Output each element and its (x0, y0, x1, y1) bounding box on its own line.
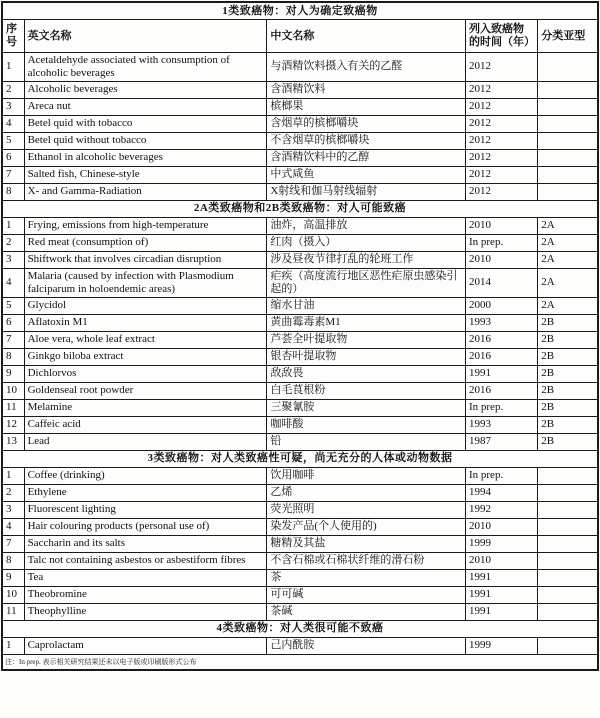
cell-en: Coffee (drinking) (24, 467, 267, 484)
cell-no: 8 (2, 183, 24, 200)
column-header: 中文名称 (267, 20, 466, 53)
column-header: 列入致癌物的时间（年） (465, 20, 537, 53)
cell-year: 1991 (465, 586, 537, 603)
cell-no: 3 (2, 98, 24, 115)
table-row (2, 467, 598, 484)
cell-subtype (538, 586, 598, 603)
cell-year: 2016 (465, 382, 537, 399)
cell-year: 2012 (465, 115, 537, 132)
cell-subtype (538, 569, 598, 586)
cell-zh: 三聚氰胺 (267, 399, 466, 416)
cell-zh: 不含烟草的槟榔嚼块 (267, 132, 466, 149)
carcinogen-table-body (2, 2, 598, 670)
cell-no: 4 (2, 115, 24, 132)
cell-zh: 黄曲霉毒素M1 (267, 314, 466, 331)
cell-subtype (538, 637, 598, 654)
table-row (2, 399, 598, 416)
section-title: 4类致癌物：对人类很可能不致癌 (2, 620, 598, 637)
cell-year: 2010 (465, 251, 537, 268)
cell-zh: X射线和伽马射线辐射 (267, 183, 466, 200)
cell-year: 2010 (465, 552, 537, 569)
table-row (2, 433, 598, 450)
cell-zh: 红肉（摄入） (267, 234, 466, 251)
footnote-row (2, 654, 598, 670)
cell-subtype (538, 535, 598, 552)
cell-year: 2012 (465, 53, 537, 82)
cell-en: Aflatoxin M1 (24, 314, 267, 331)
cell-subtype (538, 149, 598, 166)
cell-en: Theobromine (24, 586, 267, 603)
table-row (2, 183, 598, 200)
cell-year: 1999 (465, 535, 537, 552)
cell-subtype: 2B (538, 382, 598, 399)
cell-no: 7 (2, 166, 24, 183)
cell-no: 7 (2, 331, 24, 348)
table-row (2, 637, 598, 654)
cell-en: Shiftwork that involves circadian disruption (24, 251, 267, 268)
cell-en: Caprolactam (24, 637, 267, 654)
cell-zh: 银杏叶提取物 (267, 348, 466, 365)
cell-year: 2016 (465, 331, 537, 348)
cell-zh: 饮用咖啡 (267, 467, 466, 484)
cell-en: Aloe vera, whole leaf extract (24, 331, 267, 348)
cell-year: 1991 (465, 569, 537, 586)
cell-year: 1991 (465, 365, 537, 382)
cell-subtype: 2B (538, 348, 598, 365)
cell-subtype (538, 183, 598, 200)
cell-zh: 茶 (267, 569, 466, 586)
cell-no: 8 (2, 348, 24, 365)
cell-no: 10 (2, 586, 24, 603)
cell-subtype: 2A (538, 268, 598, 297)
cell-en: Alcoholic beverages (24, 81, 267, 98)
cell-no: 5 (2, 132, 24, 149)
table-row (2, 569, 598, 586)
table-row (2, 484, 598, 501)
table-row (2, 166, 598, 183)
cell-zh: 油炸，高温排放 (267, 217, 466, 234)
cell-en: Hair colouring products (personal use of) (24, 518, 267, 535)
cell-en: Red meat (consumption of) (24, 234, 267, 251)
table-row (2, 132, 598, 149)
column-header: 分类亚型 (538, 20, 598, 53)
cell-no: 1 (2, 637, 24, 654)
cell-zh: 乙烯 (267, 484, 466, 501)
cell-subtype: 2B (538, 399, 598, 416)
cell-zh: 铅 (267, 433, 466, 450)
cell-en: Caffeic acid (24, 416, 267, 433)
cell-zh: 含酒精饮料中的乙醇 (267, 149, 466, 166)
cell-year: 1991 (465, 603, 537, 620)
cell-en: X- and Gamma-Radiation (24, 183, 267, 200)
cell-subtype: 2B (538, 365, 598, 382)
table-row (2, 81, 598, 98)
cell-subtype (538, 552, 598, 569)
cell-no: 6 (2, 314, 24, 331)
table-row (2, 552, 598, 569)
cell-en: Ginkgo biloba extract (24, 348, 267, 365)
cell-zh: 芦荟全叶提取物 (267, 331, 466, 348)
cell-en: Ethanol in alcoholic beverages (24, 149, 267, 166)
table-row (2, 98, 598, 115)
cell-subtype (538, 467, 598, 484)
table-row (2, 115, 598, 132)
cell-en: Malaria (caused by infection with Plasmodium falciparum in holoendemic areas) (24, 268, 267, 297)
cell-subtype: 2B (538, 331, 598, 348)
cell-zh: 己内酰胺 (267, 637, 466, 654)
cell-zh: 茶碱 (267, 603, 466, 620)
cell-year: 2012 (465, 98, 537, 115)
cell-en: Glycidol (24, 297, 267, 314)
cell-subtype: 2B (538, 314, 598, 331)
cell-no: 2 (2, 81, 24, 98)
cell-en: Acetaldehyde associated with consumption of alcoholic beverages (24, 53, 267, 82)
table-row (2, 251, 598, 268)
cell-no: 8 (2, 552, 24, 569)
cell-en: Theophylline (24, 603, 267, 620)
cell-zh: 中式咸鱼 (267, 166, 466, 183)
cell-en: Goldenseal root powder (24, 382, 267, 399)
cell-en: Betel quid without tobacco (24, 132, 267, 149)
cell-zh: 咖啡酸 (267, 416, 466, 433)
cell-subtype (538, 53, 598, 82)
cell-no: 9 (2, 569, 24, 586)
cell-zh: 疟疾（高度流行地区恶性疟原虫感染引起的） (267, 268, 466, 297)
cell-subtype: 2A (538, 297, 598, 314)
cell-subtype: 2B (538, 416, 598, 433)
cell-subtype: 2B (538, 433, 598, 450)
cell-year: 2012 (465, 81, 537, 98)
cell-zh: 可可碱 (267, 586, 466, 603)
cell-year: 2000 (465, 297, 537, 314)
cell-no: 1 (2, 467, 24, 484)
cell-zh: 缩水甘油 (267, 297, 466, 314)
cell-no: 2 (2, 234, 24, 251)
cell-subtype (538, 518, 598, 535)
cell-year: In prep. (465, 467, 537, 484)
cell-subtype: 2A (538, 217, 598, 234)
cell-year: 1993 (465, 314, 537, 331)
column-header-row (2, 20, 598, 53)
cell-year: In prep. (465, 399, 537, 416)
section-title: 1类致癌物：对人为确定致癌物 (2, 2, 598, 20)
cell-no: 12 (2, 416, 24, 433)
table-row (2, 535, 598, 552)
cell-year: 2010 (465, 217, 537, 234)
table-row (2, 217, 598, 234)
cell-en: Betel quid with tobacco (24, 115, 267, 132)
table-row (2, 149, 598, 166)
table-row (2, 268, 598, 297)
cell-en: Salted fish, Chinese-style (24, 166, 267, 183)
cell-no: 11 (2, 399, 24, 416)
cell-year: 2016 (465, 348, 537, 365)
cell-subtype (538, 132, 598, 149)
cell-no: 3 (2, 251, 24, 268)
section-title-row (2, 200, 598, 217)
cell-year: 1993 (465, 416, 537, 433)
cell-zh: 含烟草的槟榔嚼块 (267, 115, 466, 132)
cell-subtype: 2A (538, 251, 598, 268)
cell-year: 1999 (465, 637, 537, 654)
cell-year: 2010 (465, 518, 537, 535)
cell-zh: 涉及昼夜节律打乱的轮班工作 (267, 251, 466, 268)
cell-no: 5 (2, 297, 24, 314)
cell-no: 7 (2, 535, 24, 552)
cell-year: 1987 (465, 433, 537, 450)
cell-subtype (538, 115, 598, 132)
section-title-row (2, 2, 598, 20)
cell-year: 2012 (465, 166, 537, 183)
cell-no: 4 (2, 518, 24, 535)
cell-year: 2014 (465, 268, 537, 297)
section-title-row (2, 450, 598, 467)
column-header: 英文名称 (24, 20, 267, 53)
cell-en: Fluorescent lighting (24, 501, 267, 518)
table-row (2, 53, 598, 82)
cell-subtype (538, 484, 598, 501)
cell-en: Saccharin and its salts (24, 535, 267, 552)
cell-zh: 荧光照明 (267, 501, 466, 518)
section-title-row (2, 620, 598, 637)
cell-zh: 糖精及其盐 (267, 535, 466, 552)
cell-year: 2012 (465, 183, 537, 200)
table-row (2, 382, 598, 399)
cell-zh: 槟榔果 (267, 98, 466, 115)
table-row (2, 603, 598, 620)
carcinogen-table (1, 1, 599, 671)
table-row (2, 518, 598, 535)
cell-year: 1992 (465, 501, 537, 518)
cell-year: 2012 (465, 149, 537, 166)
cell-no: 1 (2, 217, 24, 234)
cell-zh: 不含石棉或石棉状纤维的滑石粉 (267, 552, 466, 569)
cell-year: In prep. (465, 234, 537, 251)
cell-en: Frying, emissions from high-temperature (24, 217, 267, 234)
cell-zh: 与酒精饮料摄入有关的乙醛 (267, 53, 466, 82)
cell-subtype: 2A (538, 234, 598, 251)
cell-en: Ethylene (24, 484, 267, 501)
cell-no: 6 (2, 149, 24, 166)
cell-zh: 白毛茛根粉 (267, 382, 466, 399)
section-title: 3类致癌物：对人类致癌性可疑，尚无充分的人体或动物数据 (2, 450, 598, 467)
cell-subtype (538, 603, 598, 620)
table-row (2, 331, 598, 348)
cell-no: 10 (2, 382, 24, 399)
cell-en: Dichlorvos (24, 365, 267, 382)
cell-year: 2012 (465, 132, 537, 149)
cell-no: 2 (2, 484, 24, 501)
table-row (2, 348, 598, 365)
cell-zh: 含酒精饮料 (267, 81, 466, 98)
cell-no: 9 (2, 365, 24, 382)
table-row (2, 365, 598, 382)
cell-zh: 敌敌畏 (267, 365, 466, 382)
cell-en: Tea (24, 569, 267, 586)
cell-subtype (538, 98, 598, 115)
column-header: 序号 (2, 20, 24, 53)
cell-en: Talc not containing asbestos or asbestiform fibres (24, 552, 267, 569)
cell-no: 11 (2, 603, 24, 620)
cell-en: Lead (24, 433, 267, 450)
table-row (2, 501, 598, 518)
section-title: 2A类致癌物和2B类致癌物：对人可能致癌 (2, 200, 598, 217)
footnote-text: 注：In prep. 表示相关研究结果还未以电子版或印刷版形式公布 (2, 654, 598, 670)
table-row (2, 416, 598, 433)
cell-zh: 染发产品(个人使用的) (267, 518, 466, 535)
cell-en: Melamine (24, 399, 267, 416)
cell-subtype (538, 166, 598, 183)
cell-no: 1 (2, 53, 24, 82)
cell-no: 4 (2, 268, 24, 297)
table-row (2, 586, 598, 603)
cell-en: Areca nut (24, 98, 267, 115)
cell-no: 13 (2, 433, 24, 450)
cell-subtype (538, 81, 598, 98)
table-row (2, 234, 598, 251)
cell-no: 3 (2, 501, 24, 518)
table-row (2, 297, 598, 314)
cell-year: 1994 (465, 484, 537, 501)
table-row (2, 314, 598, 331)
cell-subtype (538, 501, 598, 518)
